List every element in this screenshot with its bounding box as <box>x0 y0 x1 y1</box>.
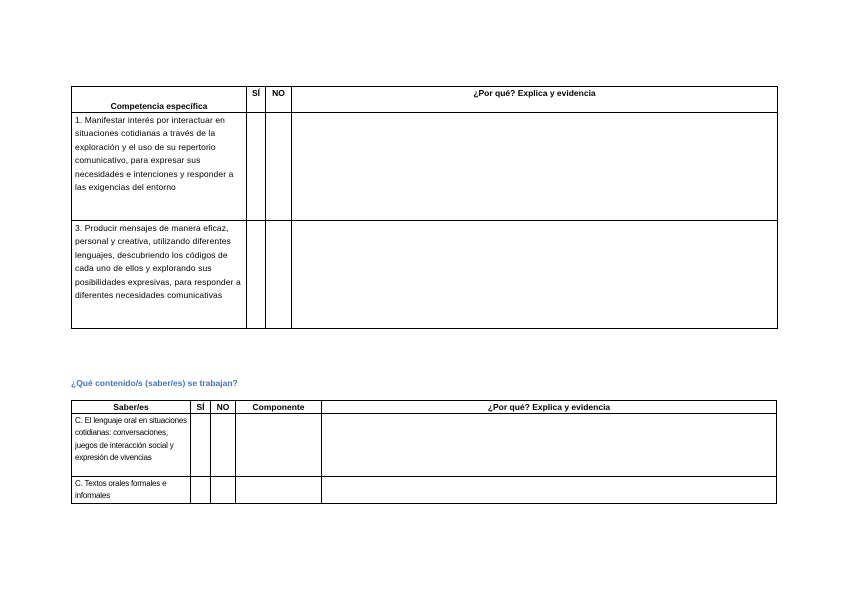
no-cell[interactable] <box>266 113 292 221</box>
header-competencia: Competencia específica <box>72 87 247 113</box>
porque-cell[interactable] <box>292 221 778 329</box>
header-si: SÍ <box>191 401 211 414</box>
componente-cell[interactable] <box>236 414 322 477</box>
competencias-table <box>71 86 778 329</box>
header-saber: Saber/es <box>72 401 191 414</box>
saberes-table <box>71 400 777 504</box>
header-no: NO <box>211 401 236 414</box>
table-row <box>72 414 777 477</box>
header-no: NO <box>266 87 292 113</box>
saber-cell: C. Textos orales formales e informales <box>72 477 191 504</box>
competencia-cell: 3. Producir mensajes de manera eficaz, personal y creativa, utilizando diferentes lenguajes, descubriendo los códigos de cada uno de ellos y explorando sus posibilidades expresivas, para responder a diferentes necesidades comunicativas <box>72 221 247 329</box>
header-porque: ¿Por qué? Explica y evidencia <box>322 401 777 414</box>
si-cell[interactable] <box>191 414 211 477</box>
si-cell[interactable] <box>247 221 266 329</box>
header-si: SÍ <box>247 87 266 113</box>
no-cell[interactable] <box>211 477 236 504</box>
header-porque: ¿Por qué? Explica y evidencia <box>292 87 778 113</box>
porque-cell[interactable] <box>292 113 778 221</box>
table-row <box>72 221 778 329</box>
porque-cell[interactable] <box>322 414 777 477</box>
saber-cell: C. El lenguaje oral en situaciones cotidianas: conversaciones, juegos de interacción social y expresión de vivencias <box>72 414 191 477</box>
table-row <box>72 477 777 504</box>
si-cell[interactable] <box>247 113 266 221</box>
competencia-cell: 1. Manifestar interés por interactuar en situaciones cotidianas a través de la exploración y el uso de su repertorio comunicativo, para expresar sus necesidades e intenciones y responder a las exigencias del entorno <box>72 113 247 221</box>
no-cell[interactable] <box>211 414 236 477</box>
si-cell[interactable] <box>191 477 211 504</box>
table-header-row <box>72 401 777 414</box>
porque-cell[interactable] <box>322 477 777 504</box>
table-header-row <box>72 87 778 113</box>
no-cell[interactable] <box>266 221 292 329</box>
table-row <box>72 113 778 221</box>
saberes-question: ¿Qué contenido/s (saber/es) se trabajan? <box>71 378 238 388</box>
componente-cell[interactable] <box>236 477 322 504</box>
header-componente: Componente <box>236 401 322 414</box>
